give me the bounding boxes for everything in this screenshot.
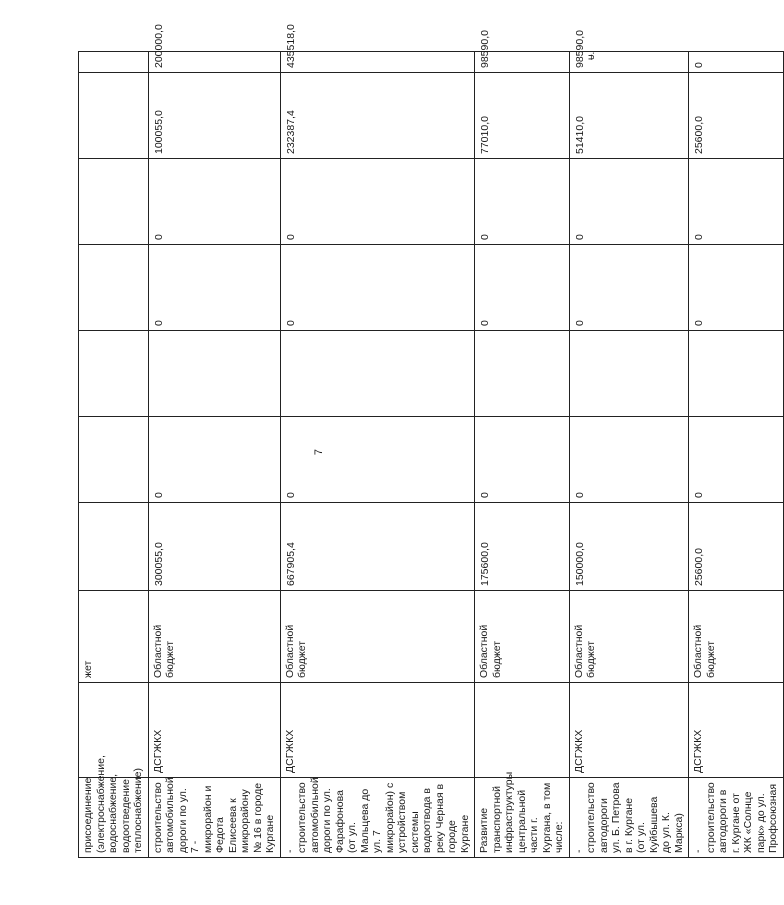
cell-organization: ДСГЖКХ	[689, 683, 784, 778]
cell-value: 0	[475, 159, 570, 245]
cell-value	[475, 331, 570, 417]
cell-value: 0	[569, 417, 689, 503]
cell-value: 0	[148, 245, 280, 331]
table-row	[79, 52, 149, 858]
cell-value: 98590,0	[569, 52, 689, 73]
cell-value: 0	[689, 417, 784, 503]
cell-organization: ДСГЖКХ	[569, 683, 689, 778]
cell-value	[79, 52, 149, 73]
budget-table	[78, 24, 784, 858]
cell-organization: ДСГЖКХ	[148, 683, 280, 778]
table-row	[569, 52, 689, 858]
cell-value	[689, 331, 784, 417]
cell-value: 0	[689, 52, 784, 73]
cell-value: 0	[148, 159, 280, 245]
corner-mark: ᵾ.	[586, 51, 597, 60]
cell-value: 0	[689, 245, 784, 331]
cell-value: 0	[280, 417, 475, 503]
cell-organization: ДСГЖКХ	[280, 683, 475, 778]
cell-value: 98590,0	[475, 52, 570, 73]
cell-value	[280, 331, 475, 417]
cell-value: 232387,4	[280, 73, 475, 159]
cell-value: 0	[689, 159, 784, 245]
cell-value	[79, 159, 149, 245]
table-row	[689, 52, 784, 858]
cell-name: - строительство автомобильной дороги по ул. Фарафонова (от ул. Мальцева до ул. 7 микрорайон) с устройством системы водоотвода в реку Черная в городе Кургане	[280, 778, 475, 858]
cell-name: - строительство автодороги ул. Б. Петрова в г. Кургане (от ул. Куйбышева до ул. К. Маркса)	[569, 778, 689, 858]
cell-value	[79, 417, 149, 503]
cell-name: строительство автомобильной дороги по ул. 7 - микрорайон и Федота Елисеева к микрорайону № 16 в городе Кургане	[148, 778, 280, 858]
cell-value: 435518,0	[280, 52, 475, 73]
cell-value: 77010,0	[475, 73, 570, 159]
table-row	[148, 52, 280, 858]
cell-funding-source: Областной бюджет	[569, 591, 689, 683]
cell-funding-source: Областной бюджет	[689, 591, 784, 683]
cell-value: 0	[569, 245, 689, 331]
cell-value	[569, 331, 689, 417]
table-row	[475, 52, 570, 858]
cell-name: - строительство автодороги в г. Кургане от ЖК «Солнце парк» до ул. Профсоюзная	[689, 778, 784, 858]
cell-value: 51410,0	[569, 73, 689, 159]
cell-value: 0	[280, 159, 475, 245]
cell-value: 25600,0	[689, 73, 784, 159]
cell-value: 0	[569, 159, 689, 245]
cell-value	[79, 73, 149, 159]
cell-funding-source: Областной бюджет	[280, 591, 475, 683]
cell-value	[79, 503, 149, 591]
table-row	[280, 52, 475, 858]
cell-value: 667905,4	[280, 503, 475, 591]
cell-organization	[79, 683, 149, 778]
cell-value: 150000,0	[569, 503, 689, 591]
rotated-table	[78, 24, 779, 858]
cell-value: 0	[280, 245, 475, 331]
table-body	[79, 24, 784, 858]
cell-funding-source: Областной бюджет	[148, 591, 280, 683]
cell-value: 300055,0	[148, 503, 280, 591]
cell-value: 200000,0	[148, 52, 280, 73]
cell-value: 100055,0	[148, 73, 280, 159]
cell-value: 25600,0	[689, 503, 784, 591]
cell-value: 0	[475, 245, 570, 331]
page-number: 7	[313, 448, 326, 456]
cell-funding-source: Областной бюджет	[475, 591, 570, 683]
cell-value	[79, 245, 149, 331]
cell-value: 0	[148, 417, 280, 503]
cell-value: 0	[475, 417, 570, 503]
cell-funding-source: жет	[79, 591, 149, 683]
cell-value	[79, 331, 149, 417]
cell-name: присоединение (электроснабжение, водоснабжение, водоотведение, теплоснабжение)	[79, 778, 149, 858]
cell-value	[148, 331, 280, 417]
cell-organization	[475, 683, 570, 778]
cell-name: Развитие транспортной инфраструктуры центральной части г. Кургана, в том числе:	[475, 778, 570, 858]
cell-value: 175600,0	[475, 503, 570, 591]
